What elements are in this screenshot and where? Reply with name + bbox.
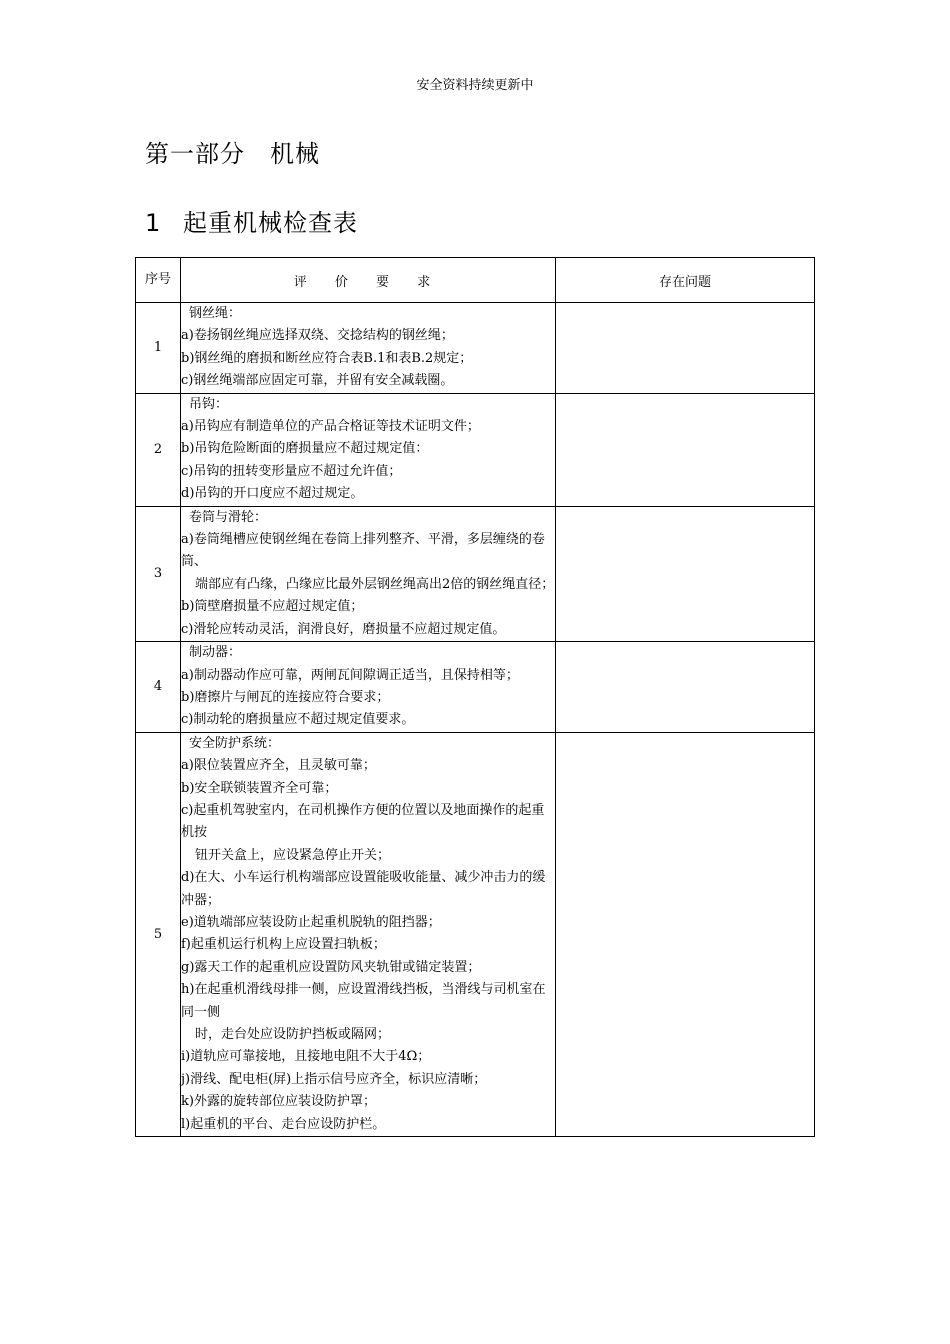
item-title: 制动器： [189,645,242,661]
requirement-line: k)外露的旋转部位应装设防护罩； [181,1094,376,1110]
requirement-line: c)吊钩的扭转变形量应不超过允许值； [181,463,402,479]
requirement-line: f)起重机运行机构上应设置扫轨板； [181,937,386,953]
requirement-line: a)卷筒绳槽应使钢丝绳在卷筒上排列整齐、平滑，多层缠绕的卷筒、 [181,532,545,570]
section-title [145,203,358,238]
table-header-row [136,258,815,303]
requirement-cell [181,642,556,733]
column-header-requirements: 评 价 要 求 [181,258,556,303]
issue-cell[interactable] [556,393,815,506]
item-title: 安全防护系统： [189,735,281,751]
table-body [136,303,815,1137]
requirement-line: a)卷扬钢丝绳应选择双绕、交捻结构的钢丝绳； [181,328,454,344]
requirement-line: g)露天工作的起重机应设置防风夹轨钳或锚定装置； [181,959,481,975]
section-title-text: 起重机械检查表 [183,209,358,237]
requirement-cell [181,303,556,394]
requirement-line: b)安全联锁装置齐全可靠； [181,780,338,796]
table-row [136,642,815,733]
requirement-line: a)限位装置应齐全，且灵敏可靠； [181,758,376,774]
requirement-line: e)道轨端部应装设防止起重机脱轨的阻挡器； [181,914,441,930]
page-header: 安全资料持续更新中 [416,78,534,93]
requirement-line: b)钢丝绳的磨损和断丝应符合表B.1和表B.2规定； [181,350,473,366]
requirement-cell [181,506,556,641]
table-row [136,393,815,506]
row-number: 2 [136,393,181,506]
requirement-line: a)吊钩应有制造单位的产品合格证等技术证明文件； [181,419,480,435]
column-header-issues: 存在问题 [556,258,815,303]
table-row [136,732,815,1136]
part-title: 第一部分 机械 [145,140,320,168]
requirement-cell [181,732,556,1136]
requirement-line: c)钢丝绳端部应固定可靠，并留有安全减载圈。 [181,373,454,389]
requirement-line: d)吊钩的开口度应不超过规定。 [181,486,364,502]
requirement-line: 时，走台处应设防护挡板或隔网； [195,1027,391,1042]
requirement-line: h)在起重机滑线母排一侧，应设置滑线挡板，当滑线与司机室在同一侧 [181,982,546,1020]
requirement-line: a)制动器动作应可靠，两闸瓦间隙调正适当，且保持相等； [181,667,519,683]
issue-cell[interactable] [556,506,815,641]
item-title: 吊钩： [189,396,229,412]
requirement-line: b)磨擦片与闸瓦的连接应符合要求； [181,689,390,705]
row-number: 4 [136,642,181,733]
requirement-cell [181,393,556,506]
requirement-line: 钮开关盒上，应设紧急停止开关； [195,847,391,863]
requirement-line: c)滑轮应转动灵活，润滑良好，磨损量不应超过规定值。 [181,621,506,637]
requirement-line: b)吊钩危险断面的磨损量应不超过规定值： [181,441,429,457]
item-title: 钢丝绳： [189,306,242,321]
table-row [136,303,815,394]
requirement-line: c)起重机驾驶室内，在司机操作方便的位置以及地面操作的起重机按 [181,802,545,841]
requirement-line: i)道轨应可靠接地，且接地电阻不大于4Ω； [181,1049,431,1065]
table-row [136,506,815,641]
row-number: 3 [136,506,181,641]
issue-cell[interactable] [556,303,815,394]
requirement-line: c)制动轮的磨损量应不超过规定值要求。 [181,712,415,728]
requirement-line: 端部应有凸缘，凸缘应比最外层钢丝绳高出2倍的钢丝绳直径； [195,576,555,592]
issue-cell[interactable] [556,732,815,1136]
row-number: 1 [136,303,181,394]
requirement-line: l)起重机的平台、走台应设防护栏。 [181,1116,386,1132]
section-number: 1 [145,209,162,237]
requirement-line: b)筒壁磨损量不应超过规定值； [181,599,364,615]
column-header-no: 序号 [136,258,181,303]
requirement-line: j)滑线、配电柜(屏)上指示信号应齐全，标识应清晰； [181,1071,487,1087]
requirement-line: d)在大、小车运行机构端部应设置能吸收能量、减少冲击力的缓冲器； [181,870,546,908]
row-number: 5 [136,732,181,1136]
item-title: 卷筒与滑轮： [189,509,268,525]
issue-cell[interactable] [556,642,815,733]
inspection-table [135,257,815,1137]
